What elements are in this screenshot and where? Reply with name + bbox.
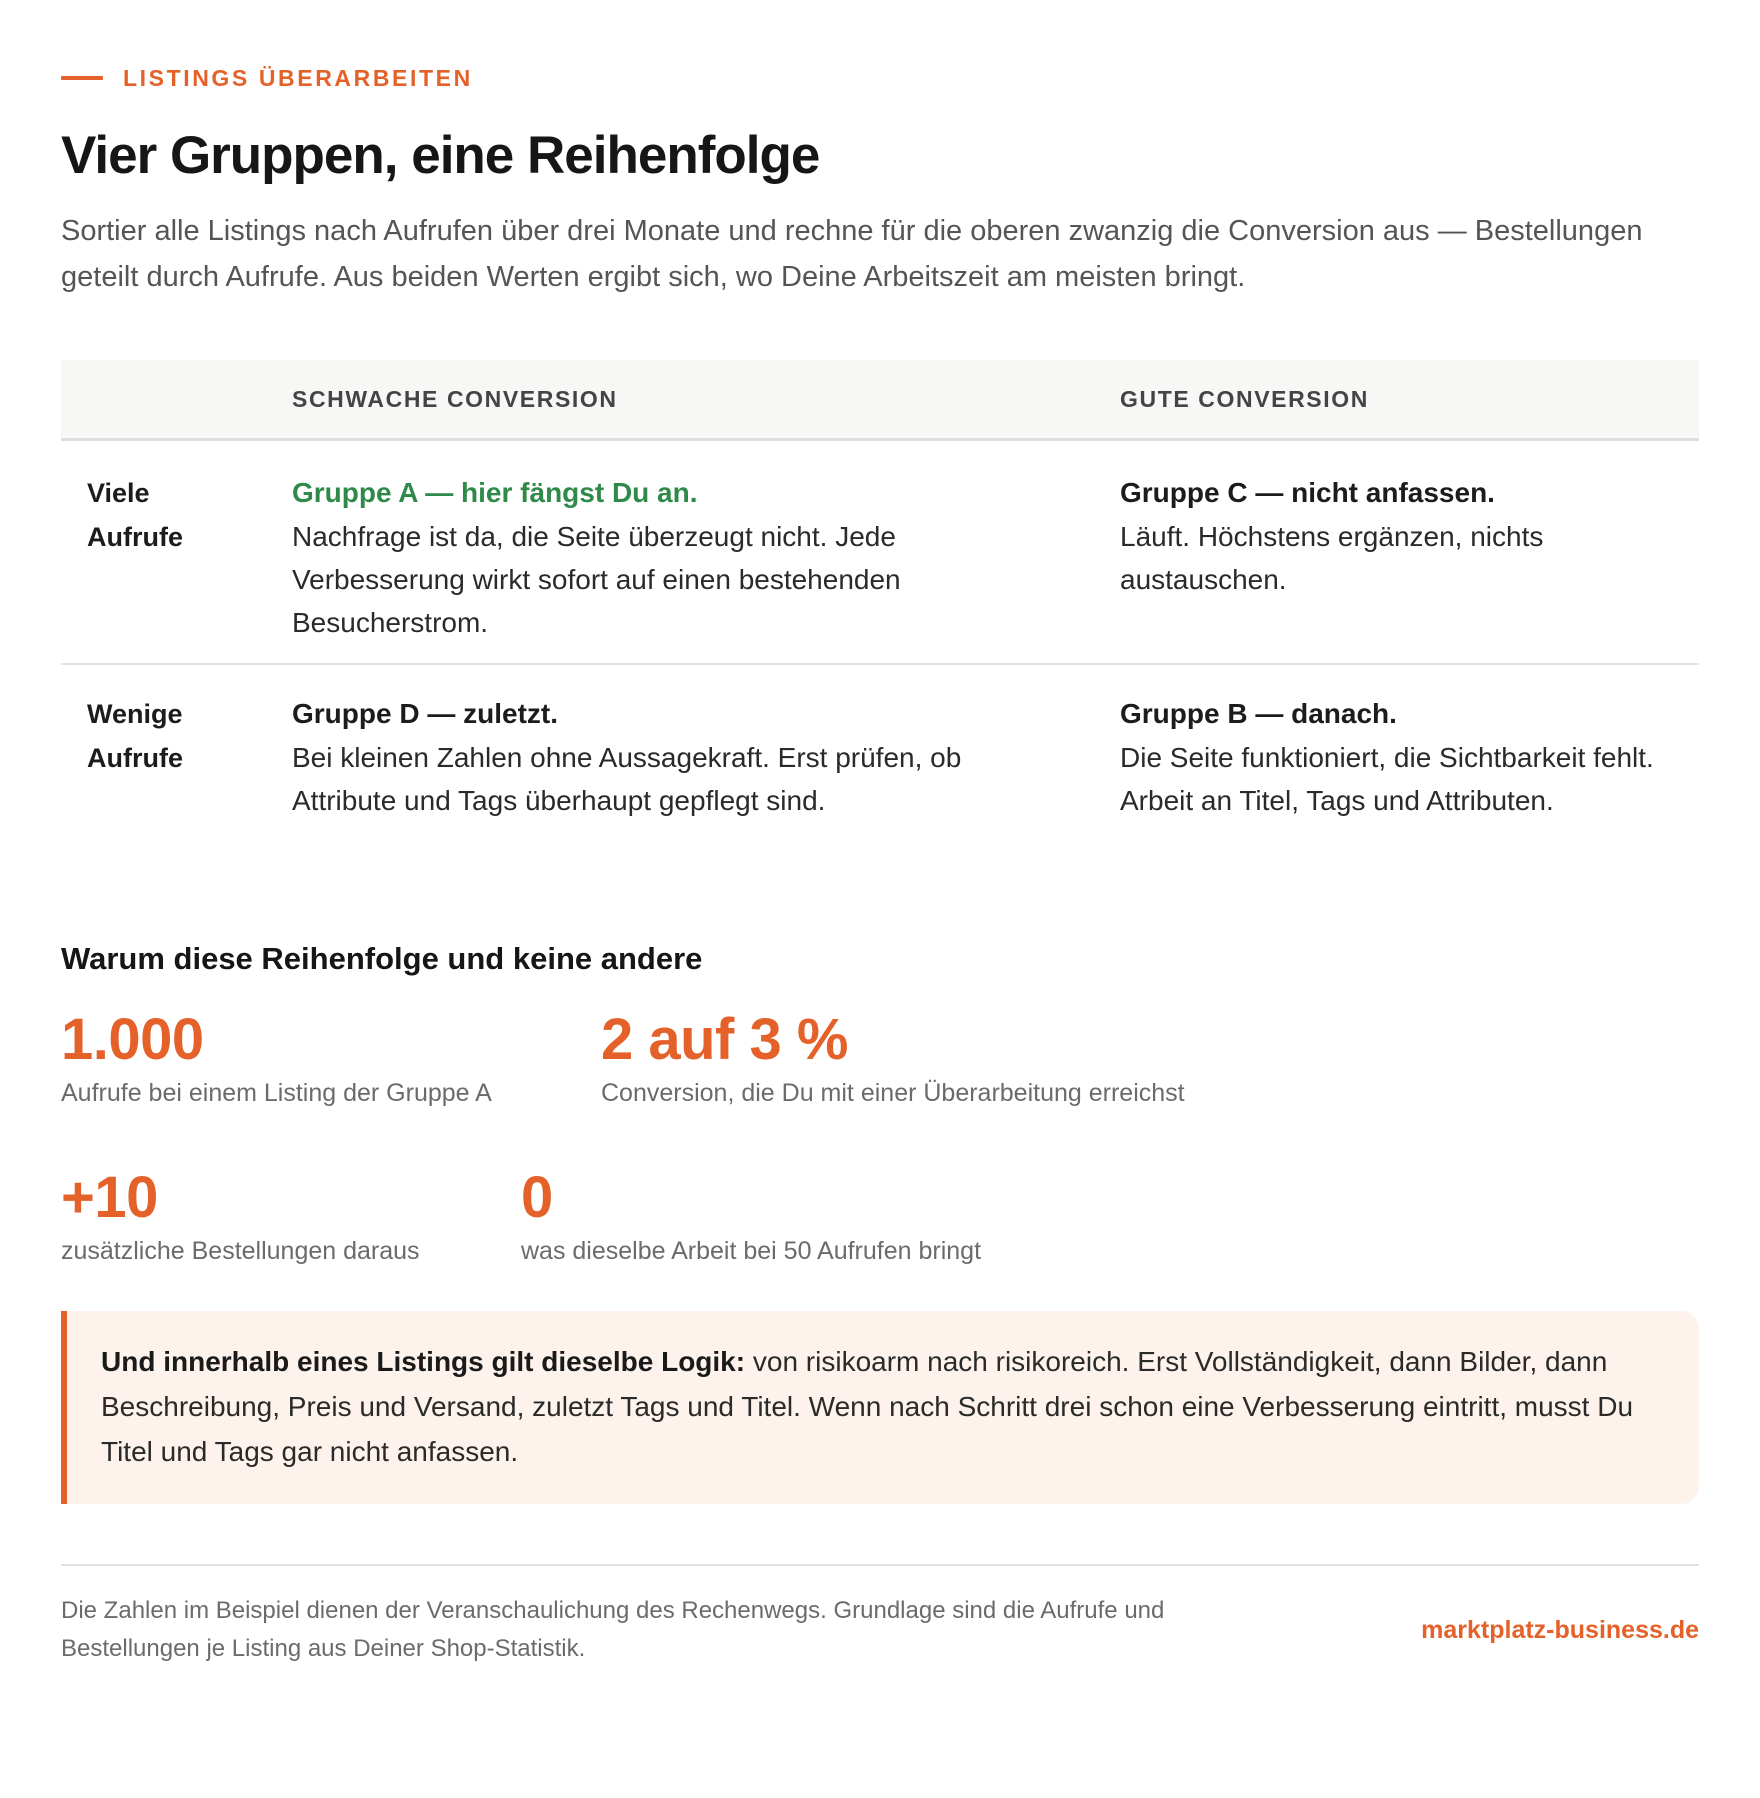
row-label-line: Aufrufe xyxy=(87,743,183,773)
eyebrow xyxy=(61,62,1699,94)
stat-value: 2 auf 3 % xyxy=(601,1007,848,1072)
stat-low-views-result xyxy=(521,1163,1221,1269)
matrix-row-few-views xyxy=(61,665,1699,893)
stat-label: Conversion, die Du mit einer Überarbeitung erreichst xyxy=(601,1079,1185,1107)
group-a-body: Nachfrage ist da, die Seite überzeugt nicht. Jede Verbesserung wirkt sofort auf einen bestehenden Besucherstrom. xyxy=(292,521,901,638)
row-label-line: Wenige xyxy=(87,699,183,729)
intro-text: Sortier alle Listings nach Aufrufen über drei Monate und rechne für die oberen zwanzig die Conversion aus — Bestellungen geteilt durch Aufrufe. Aus beiden Werten ergibt sich, wo Deine Arbeitszeit am meisten bringt. xyxy=(61,215,1643,293)
group-b-body: Die Seite funktioniert, die Sichtbarkeit fehlt. Arbeit an Titel, Tags und Attributen. xyxy=(1120,742,1654,816)
eyebrow-accent-line xyxy=(61,76,103,80)
stats-row xyxy=(61,1163,1699,1269)
row-label-line: Aufrufe xyxy=(87,522,183,552)
eyebrow-text: LISTINGS ÜBERARBEITEN xyxy=(123,64,473,91)
column-header-weak-conversion: SCHWACHE CONVERSION xyxy=(292,385,618,412)
stat-label: was dieselbe Arbeit bei 50 Aufrufen bringt xyxy=(521,1237,982,1265)
stat-label: Aufrufe bei einem Listing der Gruppe A xyxy=(61,1079,492,1107)
row-label-line: Viele xyxy=(87,478,150,508)
stat-extra-orders xyxy=(61,1163,521,1269)
cell-group-d xyxy=(292,692,1120,893)
group-b-heading: Gruppe B — danach. xyxy=(1120,698,1397,729)
group-a-heading: Gruppe A — hier fängst Du an. xyxy=(292,477,698,508)
brand-link[interactable]: marktplatz-business.de xyxy=(1421,1615,1699,1644)
cell-group-c xyxy=(1120,471,1699,663)
stat-conversion xyxy=(601,1005,1301,1111)
cell-group-b xyxy=(1120,692,1699,893)
group-matrix xyxy=(61,360,1699,893)
stat-views xyxy=(61,1005,601,1111)
callout-box xyxy=(61,1311,1699,1504)
group-c-body: Läuft. Höchstens ergänzen, nichts austauschen. xyxy=(1120,521,1544,595)
stat-value: 1.000 xyxy=(61,1007,204,1072)
group-d-heading: Gruppe D — zuletzt. xyxy=(292,698,558,729)
cell-group-a xyxy=(292,471,1120,663)
stats-row xyxy=(61,1005,1699,1111)
matrix-row-many-views xyxy=(61,441,1699,665)
footer xyxy=(61,1592,1699,1668)
column-header-good-conversion: GUTE CONVERSION xyxy=(1120,385,1369,412)
section-heading-why: Warum diese Reihenfolge und keine andere xyxy=(61,941,703,976)
footer-divider xyxy=(61,1564,1699,1566)
row-label-many-views xyxy=(61,471,292,663)
callout-text: von risikoarm nach risikoreich. Erst Vollständigkeit, dann Bilder, dann Beschreibung, Preis und Versand, zuletzt Tags und Titel. Wenn nach Schritt drei schon eine Verbesserung eintritt, musst Du Titel und Tags gar nicht anfassen. xyxy=(101,1346,1634,1467)
page-title: Vier Gruppen, eine Reihenfolge xyxy=(61,126,820,185)
row-label-few-views xyxy=(61,692,292,893)
stat-value: 0 xyxy=(521,1165,553,1230)
group-d-body: Bei kleinen Zahlen ohne Aussagekraft. Erst prüfen, ob Attribute und Tags überhaupt gepflegt sind. xyxy=(292,742,962,816)
footer-note: Die Zahlen im Beispiel dienen der Veranschaulichung des Rechenwegs. Grundlage sind die Aufrufe und Bestellungen je Listing aus Deiner Shop-Statistik. xyxy=(61,1597,1165,1662)
group-c-heading: Gruppe C — nicht anfassen. xyxy=(1120,477,1495,508)
callout-strong-text: Und innerhalb eines Listings gilt dieselbe Logik: xyxy=(101,1346,746,1377)
stat-label: zusätzliche Bestellungen daraus xyxy=(61,1237,420,1265)
stat-value: +10 xyxy=(61,1165,158,1230)
matrix-header xyxy=(61,360,1699,441)
